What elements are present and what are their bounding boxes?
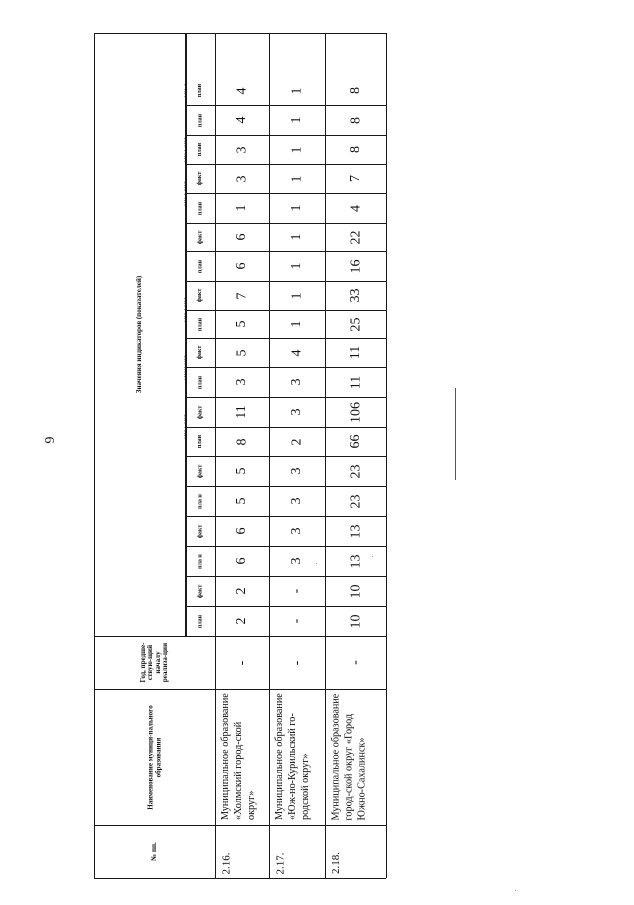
table-rule bbox=[94, 689, 386, 690]
row-number: 2.17. bbox=[274, 852, 286, 874]
indicator-value: 2 bbox=[234, 617, 249, 625]
table-rule bbox=[215, 33, 216, 878]
indicator-value: 11 bbox=[347, 375, 363, 389]
subheader-plan: план bbox=[197, 201, 204, 215]
indicator-value: 6 bbox=[234, 233, 249, 241]
indicator-value: - bbox=[289, 588, 304, 594]
subheader-fact: факт bbox=[197, 230, 204, 244]
table-rule bbox=[94, 636, 386, 637]
indicator-value: 3 bbox=[289, 408, 304, 416]
indicator-value: 3 bbox=[234, 146, 249, 153]
indicator-value: 16 bbox=[347, 259, 363, 273]
municipality-name: Муниципальное образование «Холмский город-ской округ» bbox=[220, 693, 257, 820]
subheader-plan: пла н bbox=[197, 553, 204, 569]
indicator-value: 11 bbox=[234, 405, 249, 419]
indicator-value: 4 bbox=[234, 87, 249, 94]
indicator-value: 10 bbox=[347, 614, 363, 628]
indicator-value: 8 bbox=[234, 438, 249, 445]
indicator-value: 7 bbox=[234, 292, 249, 299]
subheader-plan: план bbox=[197, 142, 204, 157]
table-rule bbox=[186, 606, 386, 607]
indicator-value: 6 bbox=[234, 262, 249, 270]
table-rule bbox=[186, 486, 386, 487]
table-rule bbox=[94, 33, 95, 878]
indicator-value: 1 bbox=[289, 87, 304, 94]
table-rule bbox=[186, 193, 386, 194]
indicator-value: 1 bbox=[289, 292, 304, 299]
subheader-plan: план bbox=[197, 317, 204, 331]
indicator-value: 7 bbox=[347, 175, 363, 182]
indicator-value: 13 bbox=[347, 524, 363, 538]
indicator-value: 10 bbox=[347, 584, 363, 598]
indicator-value: 6 bbox=[234, 527, 249, 535]
table-rule bbox=[94, 825, 386, 826]
indicator-value: 1 bbox=[289, 175, 304, 182]
indicator-value: 25 bbox=[347, 317, 363, 331]
table-rule bbox=[186, 546, 386, 547]
indicator-value: 8 bbox=[347, 146, 363, 153]
subheader-fact: факт bbox=[197, 405, 204, 419]
indicator-value: 4 bbox=[289, 349, 304, 356]
header-indicator-values: Значения индикаторов (показателей) bbox=[134, 275, 143, 394]
scan-speck bbox=[515, 890, 516, 891]
indicator-value: 66 bbox=[347, 434, 363, 449]
indicator-value: 13 bbox=[347, 554, 363, 568]
indicator-value: 22 bbox=[347, 230, 363, 244]
subheader-fact: факт bbox=[197, 288, 204, 303]
subheader-plan: план bbox=[197, 375, 204, 389]
subheader-plan: план bbox=[197, 434, 204, 449]
indicator-value: - bbox=[289, 618, 304, 624]
table-rule bbox=[186, 427, 386, 428]
row-number: 2.16. bbox=[220, 852, 232, 874]
municipality-name: Муниципальное образование «Юж-но-Курильский го-родской округ» bbox=[274, 693, 311, 820]
table-rule bbox=[186, 310, 386, 311]
subheader-plan: план bbox=[197, 614, 204, 628]
indicator-value: 2 bbox=[289, 438, 304, 445]
indicator-value: 2 bbox=[234, 587, 249, 595]
indicator-value: 23 bbox=[347, 464, 363, 478]
subheader-fact: факт bbox=[197, 584, 204, 598]
table-rule bbox=[94, 33, 386, 34]
subheader-plan: план bbox=[197, 113, 204, 127]
indicator-value: 3 bbox=[289, 467, 304, 475]
subheader-fact: факт bbox=[197, 345, 204, 360]
indicator-value: 1 bbox=[289, 116, 304, 124]
indicator-value: 1 bbox=[234, 204, 249, 212]
indicator-value: 1 bbox=[289, 320, 304, 328]
subheader-fact: факт bbox=[197, 464, 204, 478]
indicator-value: 5 bbox=[234, 467, 249, 475]
indicator-value: 4 bbox=[347, 204, 363, 212]
header-municipality: Наименование муници-пального образования bbox=[146, 704, 162, 810]
indicator-value: 8 bbox=[347, 116, 363, 124]
subheader-fact: факт bbox=[197, 171, 204, 186]
indicator-value: 33 bbox=[347, 288, 363, 303]
subheader-fact: факт bbox=[197, 524, 204, 538]
base-year-value: - bbox=[234, 660, 249, 665]
table-rule bbox=[186, 33, 187, 636]
indicator-value: 4 bbox=[234, 116, 249, 124]
base-year-value: - bbox=[289, 660, 304, 665]
indicator-value: 8 bbox=[347, 87, 363, 94]
indicator-value: 3 bbox=[289, 497, 304, 505]
page-number: 6 bbox=[41, 436, 56, 444]
table-rule bbox=[186, 251, 386, 252]
base-year-value: - bbox=[347, 660, 363, 665]
indicator-value: 1 bbox=[289, 262, 304, 270]
table-rule bbox=[94, 878, 386, 879]
indicator-value: 5 bbox=[234, 349, 249, 356]
scan-line bbox=[455, 388, 456, 480]
subheader-plan: план bbox=[197, 83, 204, 98]
indicator-value: 5 bbox=[234, 320, 249, 328]
row-number: 2.18. bbox=[330, 852, 342, 874]
header-base-year: Год, предше-ствую-щий началу реализа-ции bbox=[138, 642, 169, 683]
indicator-value: 11 bbox=[347, 345, 363, 360]
indicator-value: 23 bbox=[347, 494, 363, 508]
indicator-value: 1 bbox=[289, 204, 304, 212]
header-number: № пп. bbox=[149, 842, 158, 861]
indicator-value: 3 bbox=[289, 527, 304, 535]
indicator-value: 106 bbox=[347, 401, 363, 423]
table-rule bbox=[325, 33, 326, 878]
subheader-plan: пла н bbox=[197, 493, 204, 509]
table-rule bbox=[186, 367, 386, 368]
indicator-value: 1 bbox=[289, 233, 304, 241]
subheader-plan: план bbox=[197, 259, 204, 273]
indicator-value: 6 bbox=[234, 557, 249, 565]
indicator-value: 5 bbox=[234, 497, 249, 505]
municipality-name: Муниципальное образование город-ской округ «Город Южно-Сахалинск» bbox=[330, 693, 367, 820]
indicator-value: 3 bbox=[234, 175, 249, 182]
table-rule bbox=[269, 33, 270, 878]
indicator-value: 3 bbox=[289, 557, 304, 565]
indicator-value: 3 bbox=[289, 378, 304, 386]
indicator-value: 1 bbox=[289, 146, 304, 153]
indicator-value: 3 bbox=[234, 378, 249, 386]
